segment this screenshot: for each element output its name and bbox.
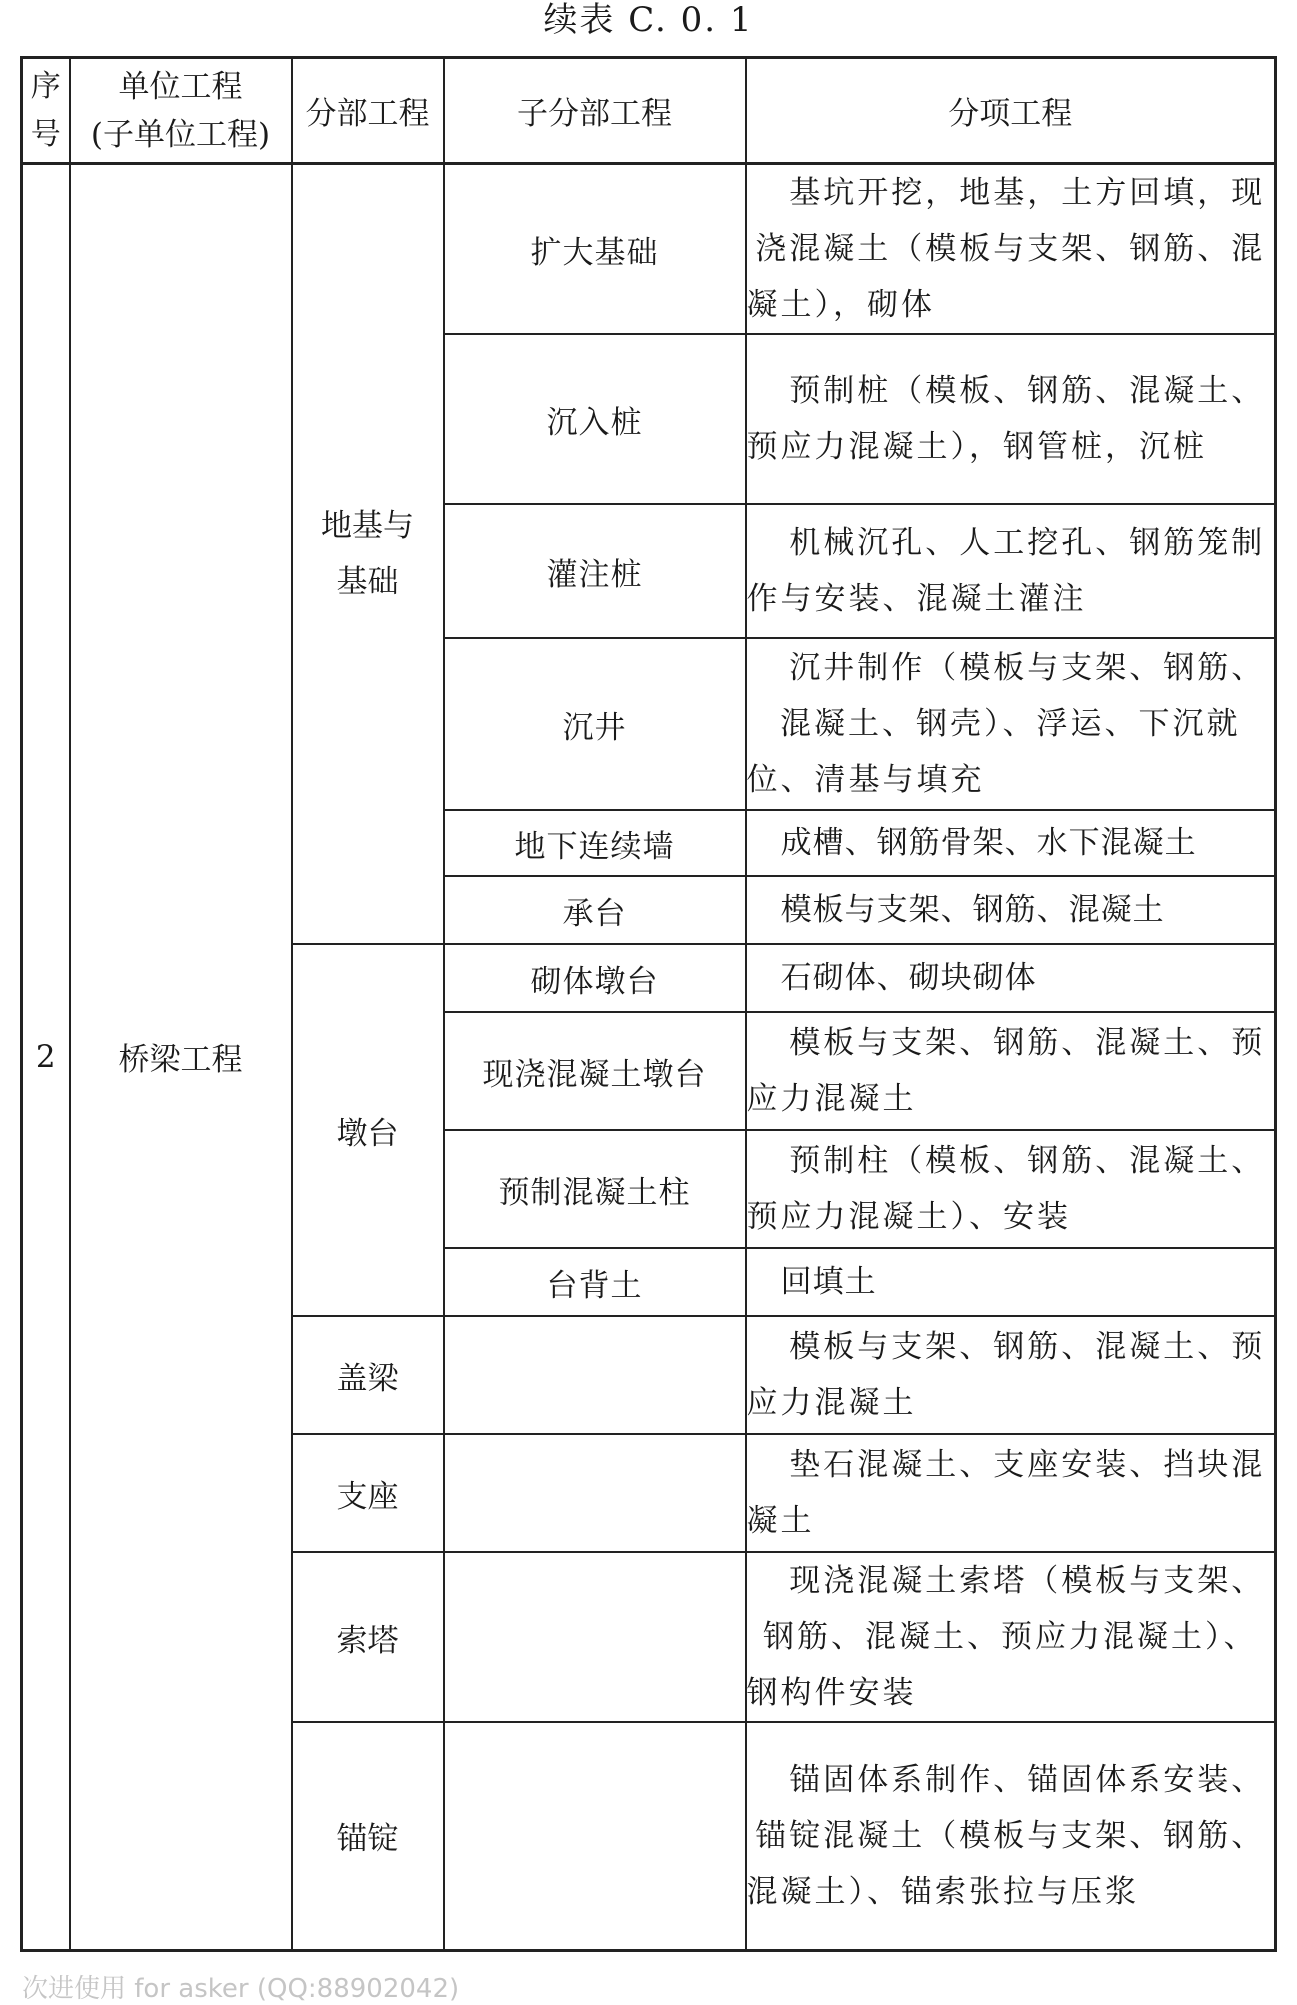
division-cap-beam: 盖梁 bbox=[292, 1316, 444, 1434]
header-unit-line2: (子单位工程) bbox=[90, 116, 271, 153]
item-cell: 现浇混凝土索塔（模板与支架、钢筋、混凝土、预应力混凝土）、钢构件安装 bbox=[746, 1552, 1276, 1722]
subdivision-cell bbox=[444, 1316, 746, 1434]
header-row bbox=[22, 58, 1276, 164]
item-cell: 模板与支架、钢筋、混凝土 bbox=[746, 876, 1276, 944]
header-subdivision: 子分部工程 bbox=[444, 58, 746, 164]
item-cell: 模板与支架、钢筋、混凝土、预应力混凝土 bbox=[746, 1012, 1276, 1130]
table-caption: 续表 C. 0. 1 bbox=[543, 0, 754, 40]
item-cell: 石砌体、砌块砌体 bbox=[746, 944, 1276, 1012]
header-item: 分项工程 bbox=[746, 58, 1276, 164]
row-serial-no: 2 bbox=[22, 164, 70, 1951]
item-cell: 沉井制作（模板与支架、钢筋、混凝土、钢壳）、浮运、下沉就位、清基与填充 bbox=[746, 638, 1276, 810]
subdivision-cell bbox=[444, 1434, 746, 1552]
subdivision-cell bbox=[444, 1722, 746, 1950]
division-foundation bbox=[292, 164, 444, 945]
row-unit-project: 桥梁工程 bbox=[70, 164, 292, 1951]
item-cell: 垫石混凝土、支座安装、挡块混凝土 bbox=[746, 1434, 1276, 1552]
item-cell: 回填土 bbox=[746, 1248, 1276, 1316]
subdivision-cell: 承台 bbox=[444, 876, 746, 944]
item-cell: 基坑开挖，地基，土方回填，现浇混凝土（模板与支架、钢筋、混凝土），砌体 bbox=[746, 164, 1276, 335]
subdivision-cell: 砌体墩台 bbox=[444, 944, 746, 1012]
header-division: 分部工程 bbox=[292, 58, 444, 164]
subdivision-cell: 地下连续墙 bbox=[444, 810, 746, 876]
subdivision-cell: 灌注桩 bbox=[444, 504, 746, 638]
item-cell: 成槽、钢筋骨架、水下混凝土 bbox=[746, 810, 1276, 876]
division-anchorage: 锚锭 bbox=[292, 1722, 444, 1950]
item-cell: 预制桩（模板、钢筋、混凝土、预应力混凝土），钢管桩，沉桩 bbox=[746, 334, 1276, 504]
subdivision-cell: 沉井 bbox=[444, 638, 746, 810]
division-bearing: 支座 bbox=[292, 1434, 444, 1552]
item-cell: 机械沉孔、人工挖孔、钢筋笼制作与安装、混凝土灌注 bbox=[746, 504, 1276, 638]
table-row bbox=[22, 164, 1276, 335]
division-pier-abutment: 墩台 bbox=[292, 944, 444, 1316]
item-cell: 预制柱（模板、钢筋、混凝土、预应力混凝土）、安装 bbox=[746, 1130, 1276, 1248]
division-foundation-line2: 基础 bbox=[336, 564, 399, 600]
subdivision-cell: 现浇混凝土墩台 bbox=[444, 1012, 746, 1130]
division-cable-tower: 索塔 bbox=[292, 1552, 444, 1722]
watermark-text: 次进使用 for asker (QQ:88902042) bbox=[22, 1974, 460, 2004]
subdivision-cell: 扩大基础 bbox=[444, 164, 746, 335]
engineering-division-table bbox=[20, 56, 1277, 1952]
header-unit-line1: 单位工程 bbox=[118, 68, 243, 105]
division-foundation-line1: 地基与 bbox=[321, 508, 414, 544]
subdivision-cell: 沉入桩 bbox=[444, 334, 746, 504]
item-cell: 模板与支架、钢筋、混凝土、预应力混凝土 bbox=[746, 1316, 1276, 1434]
item-cell: 锚固体系制作、锚固体系安装、锚锭混凝土（模板与支架、钢筋、混凝土）、锚索张拉与压浆 bbox=[746, 1722, 1276, 1950]
header-unit-project bbox=[70, 58, 292, 164]
header-serial-no: 序号 bbox=[22, 58, 70, 164]
subdivision-cell bbox=[444, 1552, 746, 1722]
subdivision-cell: 预制混凝土柱 bbox=[444, 1130, 746, 1248]
subdivision-cell: 台背土 bbox=[444, 1248, 746, 1316]
